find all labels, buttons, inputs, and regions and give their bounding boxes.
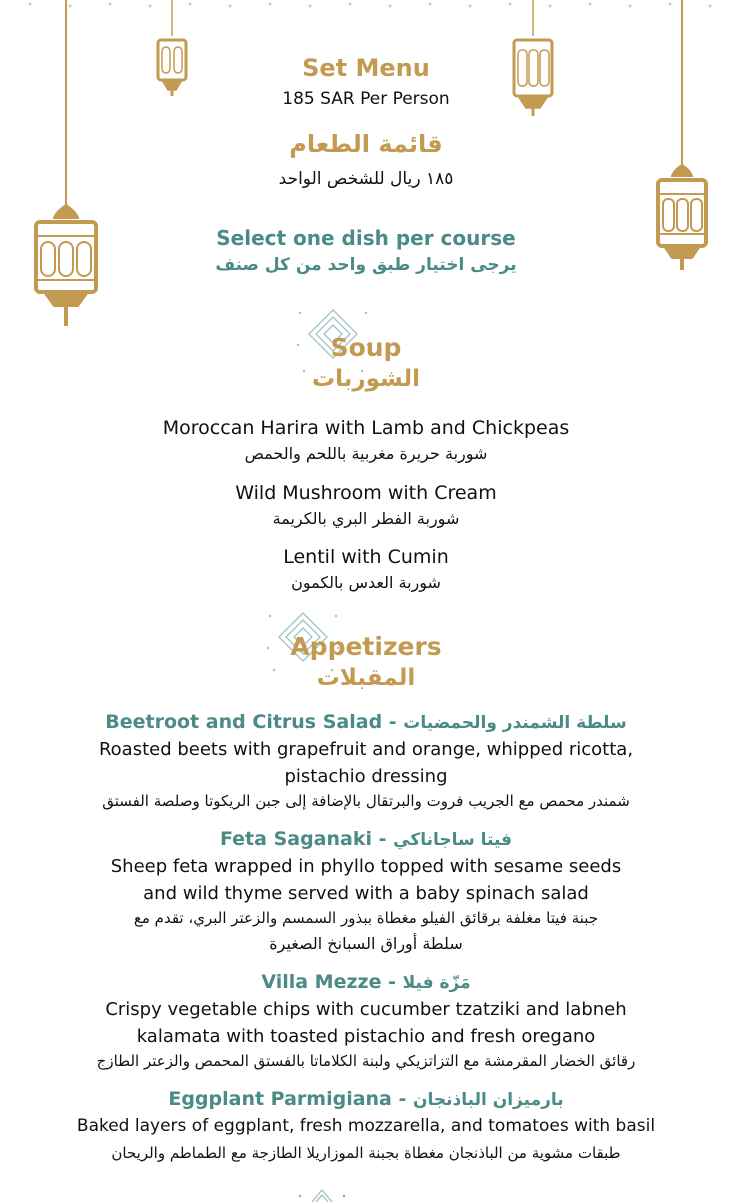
appetizer-title: [0, 828, 732, 850]
appetizer-desc-en: Baked layers of eggplant, fresh mozzarella, and tomatoes with basil: [76, 1116, 656, 1136]
appetizers-title-ar: المقبلات: [316, 665, 416, 691]
appetizer-desc-en: Sheep feta wrapped in phyllo topped with sesame seeds: [110, 856, 622, 877]
soup-item-en: Lentil with Cumin: [283, 546, 449, 568]
appetizer-desc-ar: جبنة فيتا مغلفة برقائق الفيلو مغطاة ببذور السمسم والزعتر البري، تقدم مع: [133, 909, 599, 927]
menu-title-ar: قائمة الطعام: [289, 130, 443, 158]
appetizer-desc-ar: رقائق الخضار المقرمشة مع التزاتزيكي ولبنة الكلاماتا بالفستق المحمص والزعتر الطازج: [96, 1052, 636, 1070]
appetizer-name-en: Beetroot and Citrus Salad: [105, 711, 383, 733]
appetizer-title: [0, 711, 732, 733]
soup-item-ar: شوربة حريرة مغربية باللحم والحمص: [244, 444, 488, 463]
title-separator: -: [381, 971, 403, 993]
appetizer-desc-en: kalamata with toasted pistachio and fresh oregano: [136, 1026, 596, 1047]
appetizer-name-ar: سلطة الشمندر والحمضيات: [403, 713, 627, 733]
menu-price-en: 185 SAR Per Person: [282, 89, 450, 109]
appetizer-desc-ar: شمندر محمص مع الجريب فروت والبرتقال بالإضافة إلى جبن الريكوتا وصلصة الفستق: [102, 792, 630, 810]
menu-title-en: Set Menu: [302, 54, 430, 82]
appetizer-desc-en: and wild thyme served with a baby spinach salad: [143, 883, 589, 904]
soup-item-en: Moroccan Harira with Lamb and Chickpeas: [162, 417, 570, 439]
lantern-icon: [152, 0, 192, 100]
appetizer-name-en: Feta Saganaki: [219, 828, 372, 850]
appetizer-name-ar: بارميزان الباذنجان: [413, 1090, 564, 1110]
appetizer-name-ar: فيتا ساجاناكي: [393, 830, 513, 850]
appetizer-desc-en: pistachio dressing: [284, 766, 448, 787]
appetizer-name-en: Eggplant Parmigiana: [168, 1088, 392, 1110]
soup-item-en: Wild Mushroom with Cream: [235, 482, 497, 504]
instruction-en: Select one dish per course: [216, 226, 516, 250]
instruction-ar: يرجى اختيار طبق واحد من كل صنف: [215, 255, 517, 275]
soup-item-ar: شوربة العدس بالكمون: [291, 573, 441, 592]
appetizer-desc-ar: سلطة أوراق السبانخ الصغيرة: [269, 934, 463, 953]
appetizer-title: [0, 971, 732, 993]
appetizer-title: [0, 1088, 732, 1110]
soup-title-ar: الشوربات: [312, 366, 420, 392]
title-separator: -: [382, 711, 404, 733]
appetizer-desc-ar: طبقات مشوية من الباذنجان مغطاة بجبنة الموزاريلا الطازجة مع الطماطم والريحان: [111, 1144, 621, 1162]
appetizer-name-ar: مَزّة فيلا: [402, 973, 471, 993]
soup-title-en: Soup: [330, 333, 402, 362]
title-separator: -: [391, 1088, 414, 1110]
appetizer-desc-en: Roasted beets with grapefruit and orange, whipped ricotta,: [98, 739, 634, 760]
appetizer-desc-en: Crispy vegetable chips with cucumber tzatziki and labneh: [105, 999, 627, 1020]
lantern-icon: [26, 0, 106, 330]
ornament-icon: [292, 1182, 352, 1202]
title-separator: -: [372, 828, 394, 850]
top-border-ornament: [0, 0, 732, 12]
soup-item-ar: شوربة الفطر البري بالكريمة: [272, 509, 460, 528]
menu-price-ar: ١٨٥ ريال للشخص الواحد: [278, 169, 454, 189]
appetizer-name-en: Villa Mezze: [261, 971, 382, 993]
appetizers-title-en: Appetizers: [290, 632, 442, 661]
